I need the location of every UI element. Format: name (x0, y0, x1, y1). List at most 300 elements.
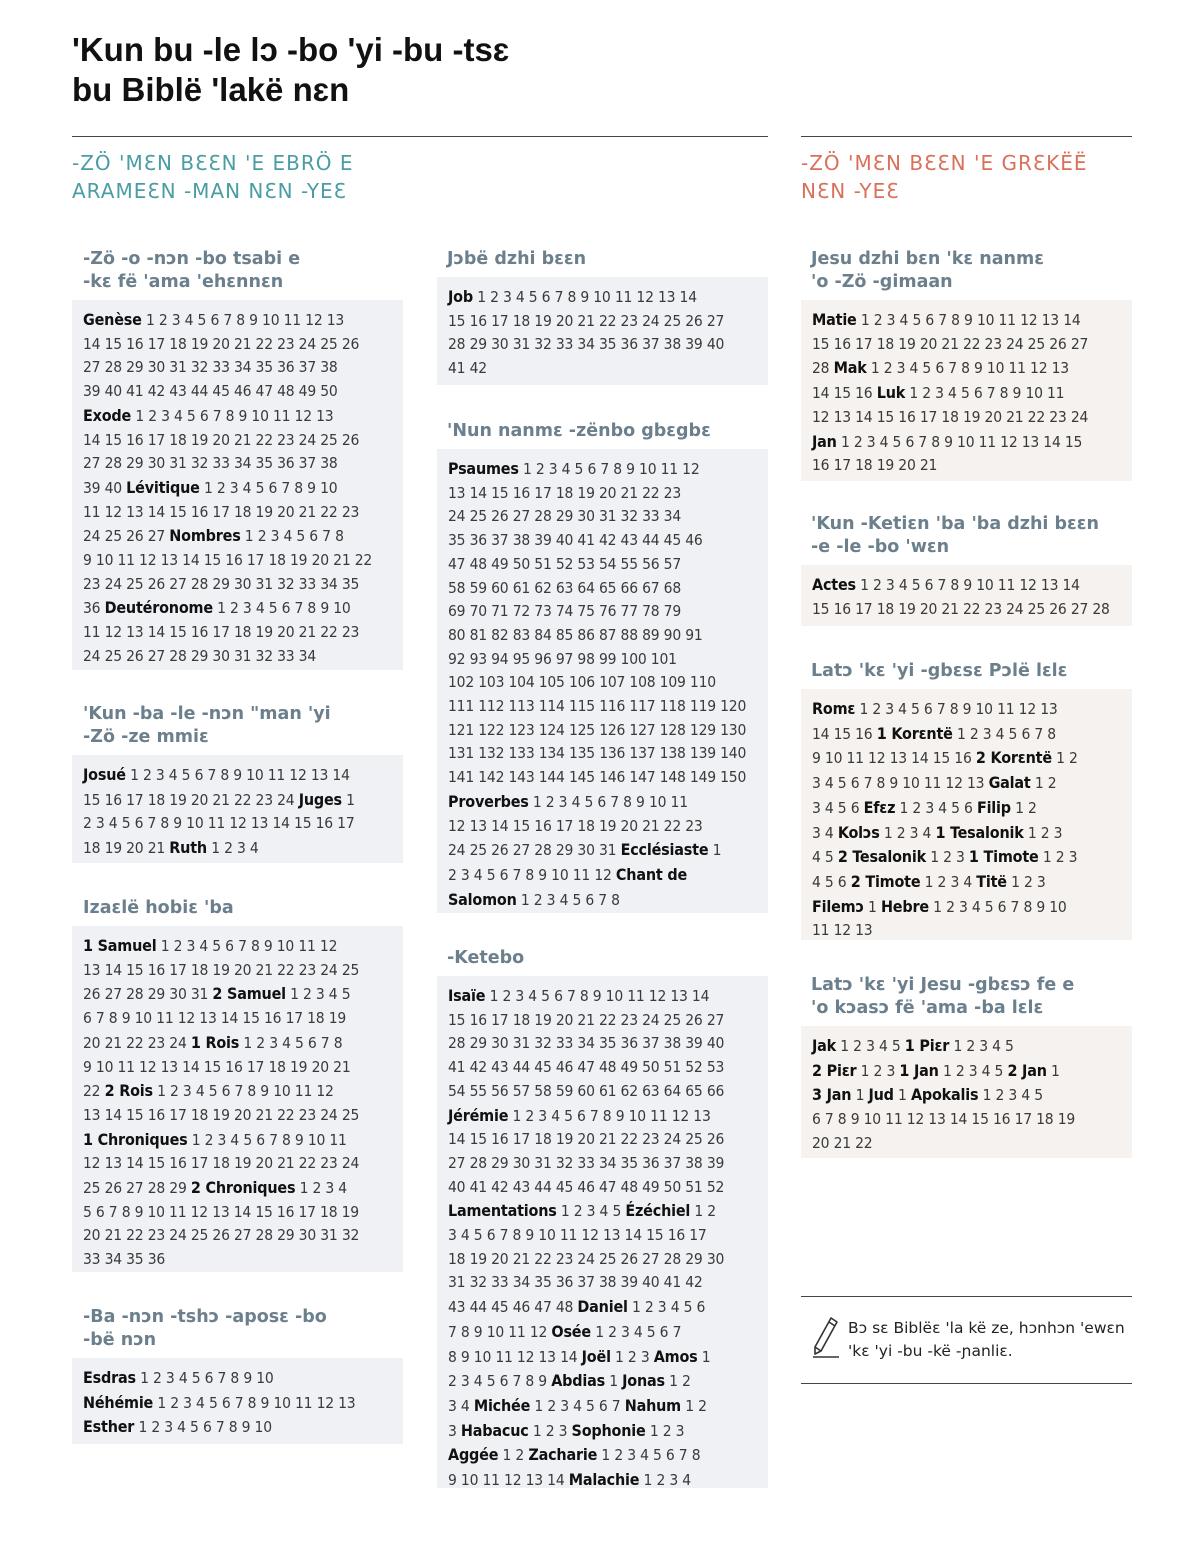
book-line (83, 959, 393, 983)
book-line (448, 1248, 758, 1272)
book-line (83, 1248, 393, 1272)
chapter-numbers: 3 4 (448, 1396, 470, 1415)
chapter-numbers: 1 2 3 4 5 6 7 8 9 10 11 12 (522, 460, 700, 478)
book-line (448, 1080, 758, 1104)
chapter-numbers: 12 13 14 15 16 17 18 19 20 21 22 23 24 (83, 1154, 360, 1173)
book-line (812, 821, 1122, 846)
book-line (83, 1176, 393, 1201)
category-title-line: 'o kɔasɔ fë 'ama -ba lɛlɛ (811, 998, 1044, 1018)
chapter-numbers: 24 25 26 27 (83, 527, 166, 546)
book-line (812, 1132, 1122, 1156)
chapter-numbers: 1 2 3 4 5 6 7 8 9 10 11 12 13 (870, 359, 1069, 378)
category-title (83, 1306, 327, 1352)
book-list (72, 926, 403, 1272)
book-name: Néhémie (83, 1392, 154, 1412)
book-line (83, 1007, 393, 1031)
chapter-numbers: 1 2 3 4 5 6 (899, 798, 973, 817)
category-title (811, 248, 1044, 294)
chapter-numbers: 1 2 3 4 5 (560, 1202, 622, 1221)
category-title-line: -e -le -bo 'wɛn (811, 537, 950, 557)
book-line (812, 1059, 1122, 1084)
chapter-numbers: 1 (898, 1086, 907, 1105)
book-line (83, 1079, 393, 1104)
chapter-numbers: 26 27 28 29 30 31 (83, 985, 209, 1004)
book-name: 1 Timote (968, 847, 1039, 867)
chapter-numbers: 1 2 3 4 (924, 872, 973, 891)
book-list (801, 565, 1132, 626)
chapter-numbers: 141 142 143 144 145 146 147 148 149 150 (448, 768, 747, 787)
divider-ot (72, 136, 768, 137)
book-name: Jud (868, 1085, 894, 1105)
book-name: Job (448, 287, 473, 306)
book-name: Salomon (448, 889, 517, 909)
chapter-numbers: 6 7 8 9 10 11 12 13 14 15 16 17 18 19 (83, 1009, 347, 1028)
chapter-numbers: 4 5 6 (812, 872, 847, 891)
book-line (83, 308, 393, 333)
chapter-numbers: 24 25 26 27 28 29 30 31 (448, 841, 617, 860)
chapter-numbers: 40 41 42 43 44 45 46 47 48 49 50 51 52 (448, 1177, 725, 1196)
chapter-numbers: 1 2 3 4 5 6 7 8 (244, 527, 344, 546)
book-line (448, 719, 758, 743)
book-name: Apokalis (910, 1085, 979, 1105)
book-line (83, 501, 393, 525)
book-line (812, 771, 1122, 796)
chapter-numbers: 9 10 11 12 13 14 15 16 (812, 749, 972, 768)
book-line (448, 1443, 758, 1468)
chapter-numbers: 47 48 49 50 51 52 53 54 55 56 57 (448, 554, 682, 573)
chapter-numbers: 1 2 3 4 5 (942, 1061, 1004, 1080)
book-name: Galat (988, 773, 1031, 793)
book-name: Hebre (880, 896, 929, 916)
book-line (83, 356, 393, 380)
book-line (448, 815, 758, 839)
book-line (448, 1128, 758, 1152)
book-line (448, 505, 758, 529)
chapter-numbers: 35 36 37 38 39 40 41 42 43 44 45 46 (448, 531, 703, 550)
category-title-line: Latɔ 'kɛ 'yi Jesu -gbɛsɔ fe e (811, 975, 1075, 995)
chapter-numbers: 1 2 3 4 5 6 7 8 9 10 11 12 13 (135, 406, 334, 425)
book-line (83, 452, 393, 476)
chapter-numbers: 12 13 14 15 16 17 18 19 20 21 22 23 24 (812, 407, 1089, 426)
chapter-numbers: 1 2 3 4 5 6 7 8 9 10 (217, 599, 351, 618)
book-line (812, 697, 1122, 722)
category-title-line: 'Kun -Ketiɛn 'ba 'ba dzhi bɛɛn (811, 514, 1099, 534)
chapter-numbers: 1 2 3 4 5 6 7 8 9 10 11 12 13 14 15 (840, 432, 1083, 451)
book-line (448, 1320, 758, 1345)
chapter-numbers: 58 59 60 61 62 63 64 65 66 67 68 (448, 578, 682, 597)
book-name: Juges (298, 789, 342, 809)
chapter-numbers: 1 2 3 4 5 (953, 1037, 1014, 1055)
book-name: Ézéchiel (625, 1201, 691, 1221)
book-line (448, 285, 758, 310)
book-line (812, 796, 1122, 821)
book-list (801, 1026, 1132, 1158)
section-header-line: -ZÖ 'MƐN BƐƐN 'E EBRÖ E (72, 151, 354, 175)
book-line (448, 457, 758, 482)
book-line (448, 838, 758, 863)
chapter-numbers: 1 2 3 4 5 6 7 8 9 10 11 12 13 14 (477, 288, 697, 306)
book-name: Esdras (83, 1368, 136, 1387)
book-name: Jak (812, 1036, 837, 1055)
book-name: Luk (876, 383, 906, 403)
book-name: Ruth (169, 838, 207, 858)
chapter-numbers: 11 12 13 14 15 16 17 18 19 20 21 22 23 (83, 623, 360, 642)
book-line (812, 573, 1122, 598)
section-header-old-testament (72, 149, 353, 205)
chapter-numbers: 39 40 41 42 43 44 45 46 47 48 49 50 (83, 382, 338, 401)
chapter-numbers: 1 2 3 4 5 (982, 1086, 1043, 1105)
chapter-numbers: 1 2 3 4 5 6 7 8 9 10 11 12 13 (859, 700, 1058, 718)
category-title-line: -Ba -nɔn -tshɔ -aposɛ -bo (83, 1307, 327, 1327)
book-line (83, 1128, 393, 1153)
chapter-numbers: 1 2 3 (930, 848, 965, 867)
chapter-numbers: 28 29 30 31 32 33 34 35 36 37 38 39 40 (448, 335, 725, 354)
book-name: Ecclésiaste (620, 840, 709, 860)
book-name: Chant de (615, 864, 688, 884)
book-line (812, 895, 1122, 920)
chapter-numbers: 2 3 4 5 6 7 8 9 10 11 12 13 14 15 16 17 (83, 814, 355, 833)
chapter-numbers: 22 (83, 1082, 101, 1101)
note-text (848, 1317, 1125, 1363)
chapter-numbers: 1 2 3 4 5 6 7 8 (601, 1446, 701, 1465)
book-line (83, 621, 393, 645)
note-line: 'kɛ 'yi -bu -kë -ɲanliɛ. (848, 1342, 1013, 1360)
book-line (448, 1009, 758, 1033)
page-title-line1: 'Kun bu -le lɔ -bo 'yi -bu -tsɛ (72, 31, 510, 68)
book-name: Abdias (551, 1371, 605, 1391)
chapter-numbers: 3 4 5 6 (812, 798, 860, 817)
book-line (83, 1104, 393, 1128)
book-line (83, 1056, 393, 1080)
book-line (83, 836, 393, 861)
book-line (448, 1199, 758, 1224)
chapter-numbers: 3 4 5 6 7 8 9 10 11 12 13 14 15 16 17 (448, 1226, 707, 1245)
chapter-numbers: 1 2 3 4 5 6 7 8 9 10 (933, 897, 1067, 916)
book-name: Zacharie (528, 1445, 598, 1465)
book-list (437, 449, 768, 913)
book-name: Actes (812, 575, 856, 594)
book-line (83, 934, 393, 959)
book-list (437, 277, 768, 385)
book-line (83, 812, 393, 836)
chapter-numbers: 1 2 3 (1027, 823, 1063, 842)
chapter-numbers: 1 2 3 4 5 6 7 8 9 10 11 12 13 14 (860, 311, 1081, 329)
book-line (83, 524, 393, 549)
book-line (448, 671, 758, 695)
book-line (812, 1108, 1122, 1132)
chapter-numbers: 1 2 3 4 5 6 7 8 9 10 11 12 13 (145, 311, 345, 329)
book-line (448, 1369, 758, 1394)
chapter-numbers: 1 2 3 4 (643, 1471, 691, 1490)
chapter-numbers: 1 2 3 4 5 6 7 8 (243, 1033, 343, 1052)
category-title (811, 660, 1067, 683)
book-line (83, 788, 393, 813)
chapter-numbers: 1 2 (1015, 798, 1037, 817)
book-line (812, 454, 1122, 478)
chapter-numbers: 1 2 3 (532, 1421, 568, 1440)
book-name: Sophonie (571, 1420, 646, 1440)
chapter-numbers: 1 2 3 4 5 6 7 (534, 1396, 621, 1415)
book-line (448, 1176, 758, 1200)
chapter-numbers: 1 2 3 4 5 6 7 8 9 10 (140, 1369, 274, 1387)
chapter-numbers: 24 25 26 27 28 29 30 31 32 33 34 (448, 507, 682, 526)
book-name: 1 Korɛntë (876, 723, 953, 743)
book-name: Efɛz (863, 797, 896, 817)
chapter-numbers: 80 81 82 83 84 85 86 87 88 89 90 91 (448, 625, 703, 644)
book-line (83, 645, 393, 669)
book-line (83, 1391, 393, 1416)
book-name: 1 Rois (190, 1032, 240, 1052)
book-line (448, 888, 758, 913)
book-name: Esther (83, 1417, 135, 1437)
chapter-numbers: 20 21 22 23 24 (83, 1033, 187, 1052)
chapter-numbers: 13 14 15 16 17 18 19 20 21 22 23 24 25 (83, 960, 360, 979)
category-title-line: -bë nɔn (83, 1330, 157, 1350)
chapter-numbers: 14 15 16 17 18 19 20 21 22 23 24 25 26 (448, 1130, 725, 1149)
book-line (448, 1295, 758, 1320)
book-name: Lamentations (448, 1201, 557, 1221)
book-name: Josué (83, 765, 126, 784)
category-title-line: -kɛ fë 'ama 'ehɛnnɛn (83, 272, 284, 292)
chapter-numbers: 92 93 94 95 96 97 98 99 100 101 (448, 649, 677, 668)
chapter-numbers: 15 16 17 18 19 20 21 22 23 24 25 26 27 (812, 334, 1089, 353)
book-name: Genèse (83, 310, 142, 329)
section-header-line: -ZÖ 'MƐN BƐƐN 'E GRƐKËË (801, 151, 1088, 175)
chapter-numbers: 1 2 3 (860, 1061, 896, 1080)
book-name: Deutéronome (104, 598, 213, 618)
chapter-numbers: 36 (83, 599, 101, 618)
book-line (812, 870, 1122, 895)
book-line (448, 1104, 758, 1129)
book-line (83, 476, 393, 501)
chapter-numbers: 20 21 22 23 24 25 26 27 28 29 30 31 32 (83, 1226, 360, 1245)
page-title-line2: bu Biblë 'lakë nɛn (72, 71, 350, 108)
chapter-numbers: 1 2 3 4 5 6 7 8 9 10 11 (532, 792, 688, 811)
category-title-line: Latɔ 'kɛ 'yi -gbɛsɛ Pɔlë lɛlɛ (811, 661, 1068, 681)
chapter-numbers: 121 122 123 124 125 126 127 128 129 130 (448, 720, 747, 739)
book-line (448, 1152, 758, 1176)
book-line (812, 722, 1122, 747)
category-title-line: Izaɛlë hobiɛ 'ba (83, 898, 234, 918)
book-name: Aggée (448, 1445, 499, 1465)
category-title-line: -Ketebo (447, 948, 525, 968)
book-line (812, 308, 1122, 333)
book-name: Matie (812, 310, 857, 329)
chapter-numbers: 1 2 3 4 5 6 7 8 9 10 11 12 13 14 (130, 766, 350, 784)
book-line (812, 598, 1122, 622)
chapter-numbers: 27 28 29 30 31 32 33 34 35 36 37 38 (83, 454, 338, 473)
chapter-numbers: 1 2 3 4 (883, 823, 932, 842)
book-line (812, 845, 1122, 870)
book-list (72, 755, 403, 863)
chapter-numbers: 1 (701, 1347, 711, 1366)
book-list (801, 300, 1132, 481)
book-name: 2 Samuel (212, 984, 286, 1004)
chapter-numbers: 2 3 4 5 6 7 8 9 (448, 1372, 547, 1391)
chapter-numbers: 3 4 5 6 7 8 9 10 11 12 13 (812, 774, 985, 793)
section-header-new-testament (801, 149, 1088, 205)
book-line (448, 600, 758, 624)
category-title (83, 703, 331, 749)
chapter-numbers: 15 16 17 18 19 20 21 22 23 24 25 26 27 28 (812, 599, 1110, 618)
book-line (448, 529, 758, 553)
book-name: 2 Piɛr (812, 1060, 857, 1080)
category-title (447, 248, 586, 271)
chapter-numbers: 14 15 16 17 18 19 20 21 22 23 24 25 26 (83, 430, 360, 449)
book-line (83, 1201, 393, 1225)
book-list (72, 300, 403, 670)
book-line (83, 573, 393, 597)
chapter-numbers: 11 12 13 (812, 921, 873, 940)
book-line (812, 430, 1122, 455)
category-title-line: 'Kun -ba -le -nɔn "man 'yi (83, 704, 331, 724)
category-title-line: Jɔbë dzhi bɛɛn (447, 249, 587, 269)
chapter-numbers: 23 24 25 26 27 28 29 30 31 32 33 34 35 (83, 574, 360, 593)
chapter-numbers: 2 3 4 5 6 7 8 9 10 11 12 (448, 865, 612, 884)
chapter-numbers: 1 2 (1034, 774, 1057, 793)
book-list (72, 1358, 403, 1444)
chapter-numbers: 41 42 43 44 45 46 47 48 49 50 51 52 53 (448, 1058, 725, 1077)
chapter-numbers: 31 32 33 34 35 36 37 38 39 40 41 42 (448, 1273, 703, 1292)
chapter-numbers: 9 10 11 12 13 14 15 16 17 18 19 20 21 22 (83, 551, 373, 570)
chapter-numbers: 1 2 3 4 5 6 7 8 (520, 890, 620, 909)
chapter-numbers: 28 (812, 359, 830, 378)
chapter-numbers: 54 55 56 57 58 59 60 61 62 63 64 65 66 (448, 1081, 725, 1100)
book-line (812, 746, 1122, 771)
chapter-numbers: 13 14 15 16 17 18 19 20 21 22 23 24 25 (83, 1105, 360, 1124)
chapter-numbers: 9 10 11 12 13 14 15 16 17 18 19 20 21 (83, 1057, 351, 1076)
section-header-line: ARAMEƐN -MAN NƐN -YEƐ (72, 179, 347, 203)
chapter-numbers: 1 2 (669, 1372, 691, 1391)
book-line (83, 982, 393, 1007)
chapter-numbers: 39 40 (83, 478, 122, 497)
book-line (448, 577, 758, 601)
book-name: 1 Samuel (83, 936, 157, 955)
chapter-numbers: 1 (346, 790, 355, 809)
chapter-numbers: 11 12 13 14 15 16 17 18 19 20 21 22 23 (83, 502, 360, 521)
book-name: Jan (812, 431, 837, 451)
book-line (448, 357, 758, 381)
category-title (811, 513, 1099, 559)
book-line (83, 1031, 393, 1056)
category-title-line: Jesu dzhi bɛn 'kɛ nanmɛ (811, 249, 1044, 269)
chapter-numbers: 9 10 11 12 13 14 (448, 1471, 565, 1490)
chapter-numbers: 1 2 3 4 5 (290, 985, 351, 1004)
book-name: Lévitique (126, 477, 200, 497)
book-name: 2 Chroniques (190, 1178, 296, 1198)
chapter-numbers: 1 2 3 (1011, 872, 1046, 891)
chapter-numbers: 12 13 14 15 16 17 18 19 20 21 22 23 (448, 816, 703, 835)
book-line (448, 1032, 758, 1056)
chapter-numbers: 13 14 15 16 17 18 19 20 21 22 23 (448, 483, 682, 502)
book-name: Nombres (169, 526, 241, 546)
chapter-numbers: 131 132 133 134 135 136 137 138 139 140 (448, 744, 747, 763)
book-name: 3 Jan (812, 1085, 852, 1105)
chapter-numbers: 1 2 3 4 (211, 839, 259, 858)
chapter-numbers: 15 16 17 18 19 20 21 22 23 24 (83, 790, 295, 809)
book-line (83, 763, 393, 788)
note-line: Bɔ sɛ Biblëɛ 'la kë ze, hɔnhɔn 'ewɛn (848, 1319, 1125, 1337)
book-name: 2 Timote (850, 871, 921, 891)
category-title (447, 947, 524, 970)
page-title (72, 30, 509, 110)
chapter-numbers: 1 2 3 4 5 6 7 8 9 10 11 12 13 (157, 1393, 356, 1412)
book-line (83, 1366, 393, 1391)
book-list (437, 976, 768, 1488)
chapter-numbers: 6 7 8 9 10 11 12 13 14 15 16 17 18 19 (812, 1110, 1076, 1129)
book-line (448, 984, 758, 1009)
book-line (448, 766, 758, 790)
book-name: Daniel (577, 1297, 628, 1317)
chapter-numbers: 1 2 3 (649, 1421, 685, 1440)
pencil-icon (811, 1315, 841, 1359)
chapter-numbers: 14 15 16 (812, 384, 873, 403)
chapter-numbers: 102 103 104 105 106 107 108 109 110 (448, 673, 716, 692)
chapter-numbers: 1 2 3 4 5 6 7 8 9 10 11 12 13 14 (860, 576, 1080, 594)
book-line (83, 1224, 393, 1248)
chapter-numbers: 1 2 3 4 5 6 7 8 9 10 11 12 13 (512, 1106, 711, 1125)
book-line (83, 429, 393, 453)
chapter-numbers: 1 (1051, 1061, 1060, 1080)
book-line (448, 1345, 758, 1370)
book-name: Exode (83, 405, 132, 425)
book-name: 2 Rois (104, 1081, 153, 1101)
book-name: Habacuc (460, 1420, 529, 1440)
chapter-numbers: 20 21 22 (812, 1133, 873, 1152)
book-name: 2 Korɛntë (975, 748, 1052, 768)
book-name: Jérémie (448, 1105, 509, 1125)
book-name: 2 Jan (1007, 1060, 1047, 1080)
book-name: Joël (581, 1346, 611, 1366)
book-line (83, 1415, 393, 1440)
chapter-numbers: 15 16 17 18 19 20 21 22 23 24 25 26 27 (448, 311, 725, 330)
chapter-numbers: 1 2 (694, 1202, 716, 1221)
book-line (83, 549, 393, 573)
book-name: Amos (653, 1346, 698, 1366)
category-title-line: -Zö -o -nɔn -bo tsabi e (83, 249, 301, 269)
book-line (448, 648, 758, 672)
chapter-numbers: 4 5 (812, 848, 834, 867)
chapter-numbers: 14 15 16 17 18 19 20 21 22 23 24 25 26 (83, 334, 360, 353)
chapter-numbers: 25 26 27 28 29 (83, 1179, 187, 1198)
chapter-numbers: 1 2 3 4 5 6 7 8 9 10 (138, 1418, 272, 1437)
book-line (448, 553, 758, 577)
chapter-numbers: 1 2 3 4 5 6 7 8 9 10 11 12 (157, 1082, 334, 1101)
chapter-numbers: 1 2 (685, 1396, 707, 1415)
category-title-line: 'o -Zö -gimaan (811, 272, 953, 292)
book-name: Osée (551, 1321, 591, 1341)
book-line (812, 406, 1122, 430)
category-title (447, 420, 711, 443)
section-header-line: NƐN -YEƐ (801, 179, 900, 203)
chapter-numbers: 1 2 3 4 5 6 7 8 9 10 (203, 478, 338, 497)
chapter-numbers: 16 17 18 19 20 21 (812, 456, 938, 475)
chapter-numbers: 7 8 9 10 11 12 (448, 1322, 548, 1341)
book-line (448, 790, 758, 815)
chapter-numbers: 24 25 26 27 28 29 30 31 32 33 34 (83, 646, 317, 665)
book-line (448, 1419, 758, 1444)
book-name: Titë (976, 871, 1007, 891)
book-line (83, 404, 393, 429)
chapter-numbers: 14 15 16 (812, 724, 873, 743)
book-line (83, 1152, 393, 1176)
book-line (812, 919, 1122, 943)
chapter-numbers: 41 42 (448, 359, 487, 378)
book-name: Proverbes (448, 791, 529, 811)
book-line (812, 333, 1122, 357)
book-line (448, 310, 758, 334)
chapter-numbers: 1 2 (502, 1446, 525, 1465)
